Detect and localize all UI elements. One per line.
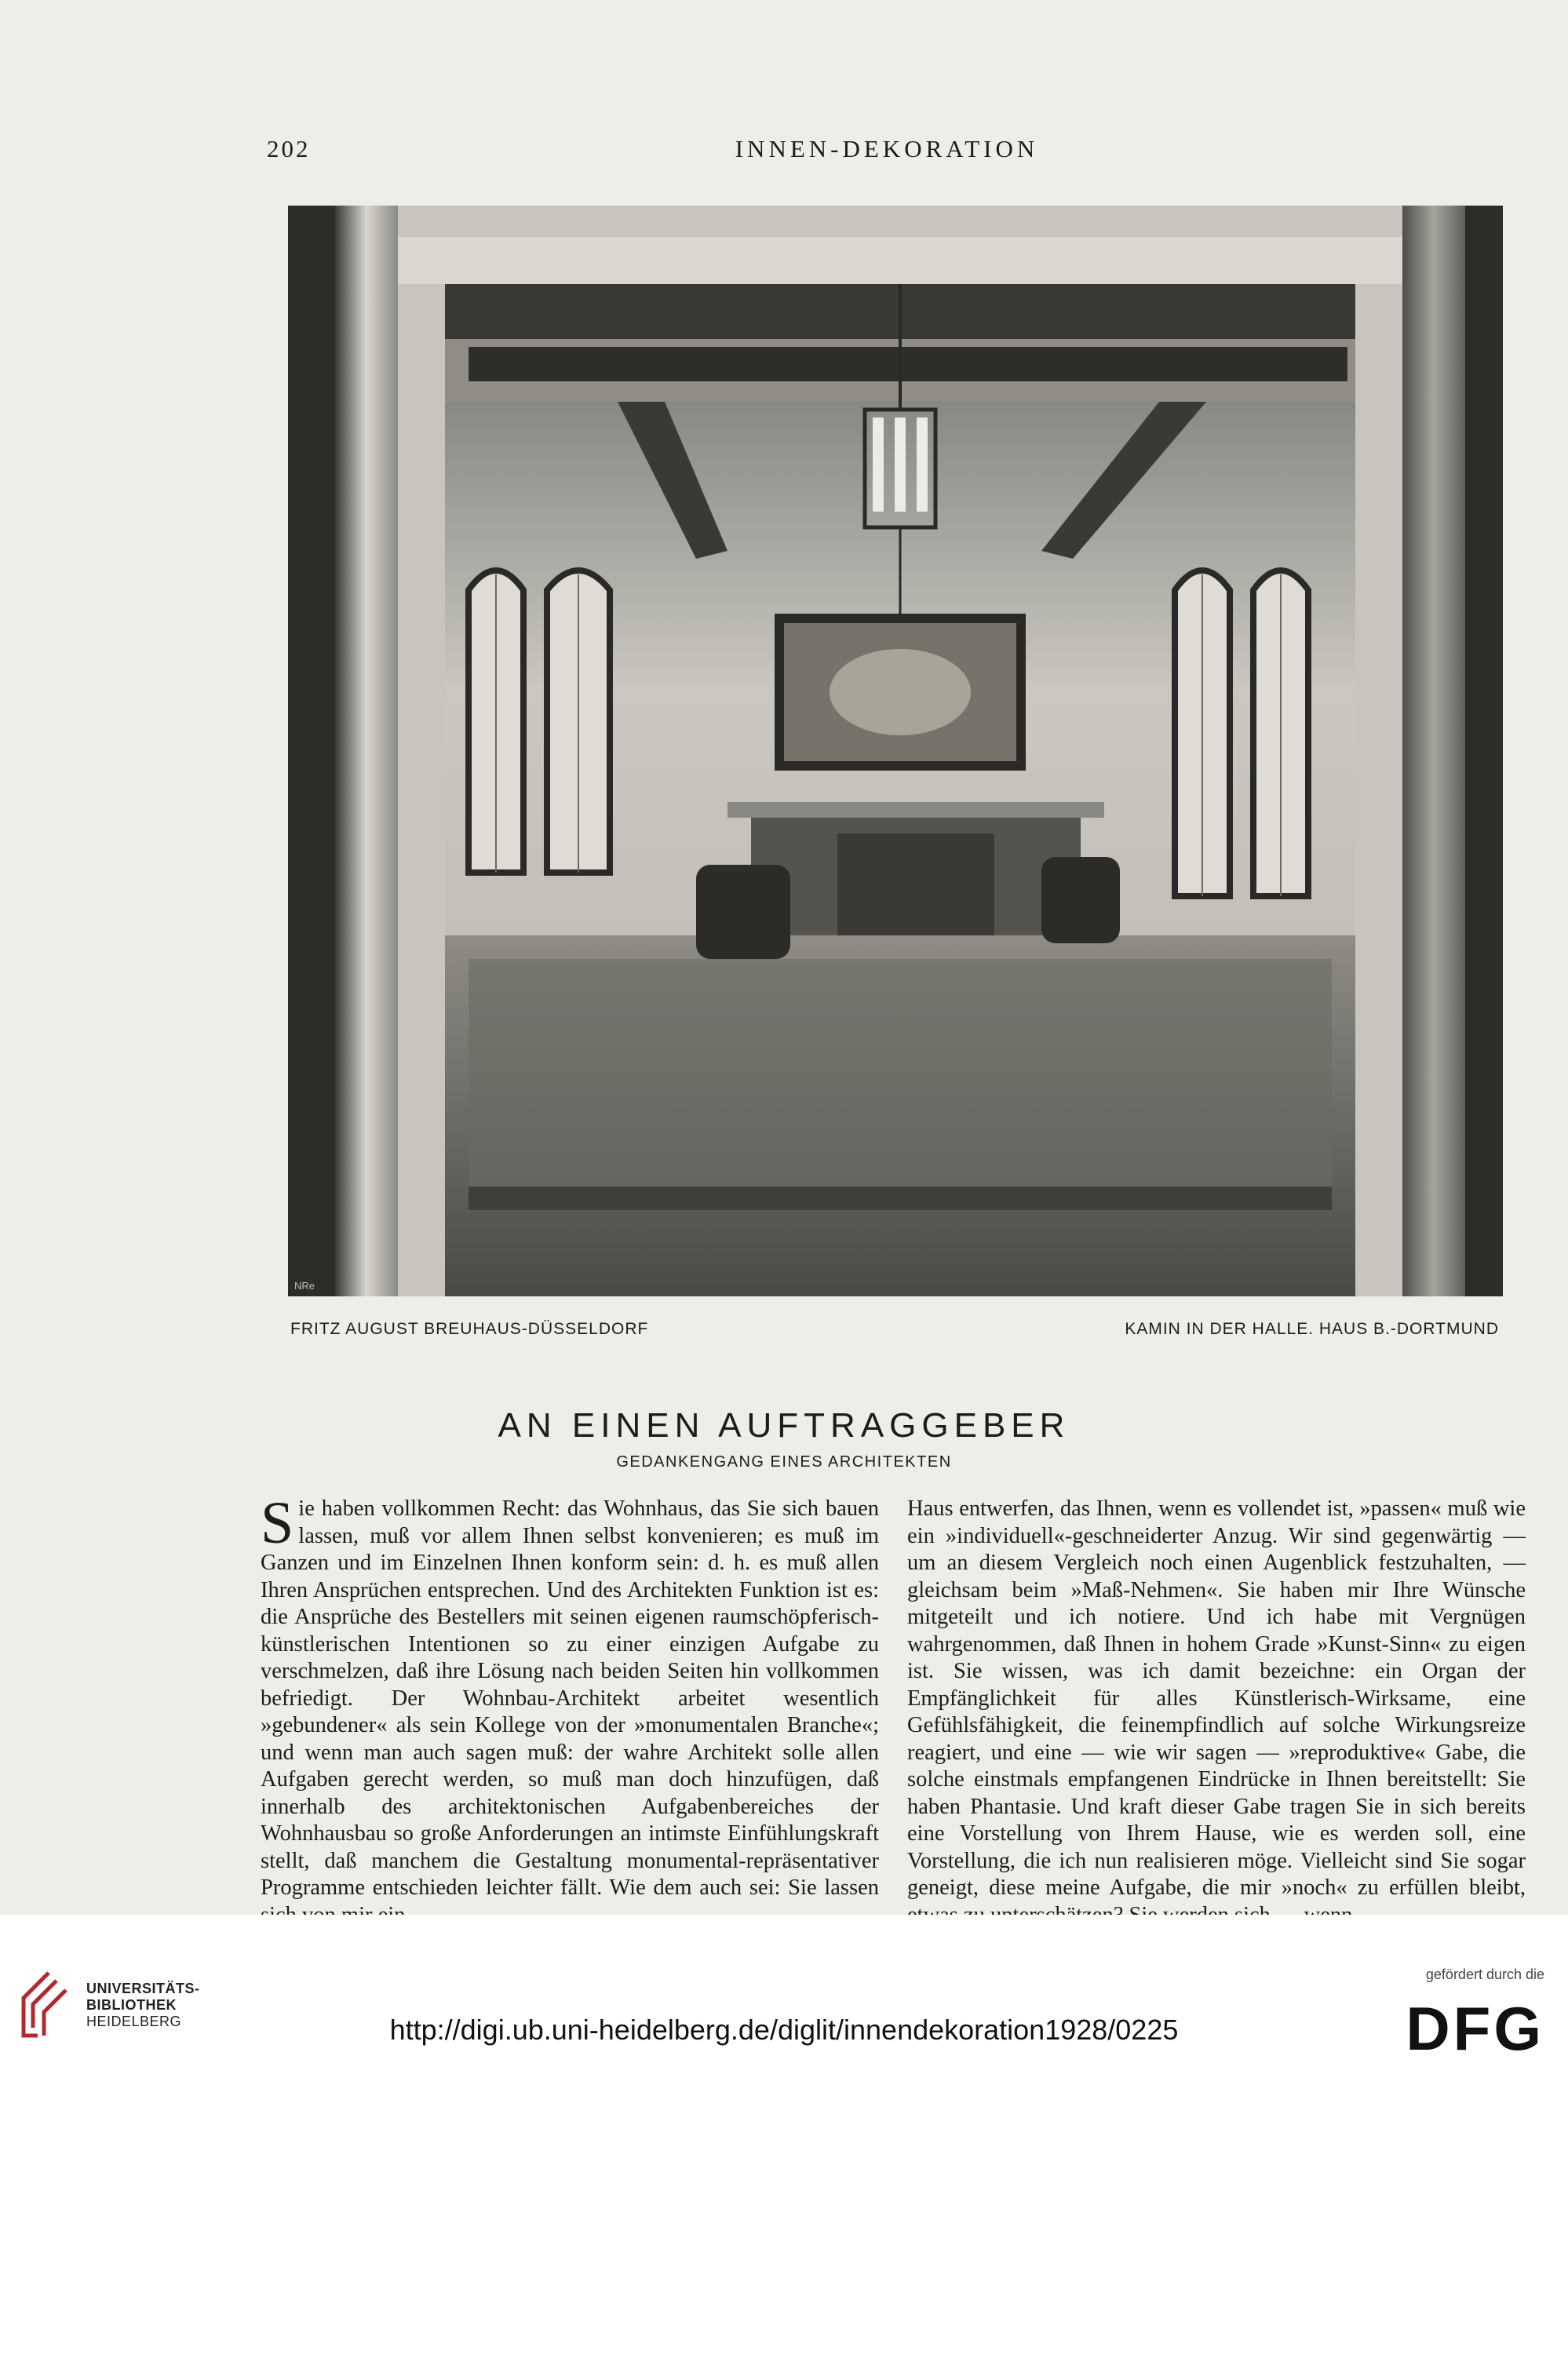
text-column-right (907, 1496, 1526, 1929)
page-header (267, 135, 1507, 166)
footer-banner (0, 1915, 1568, 2373)
funding-label: gefördert durch die (1425, 1967, 1544, 1982)
photo-signature-mark: NRe (294, 1280, 315, 1292)
article-subtitle: GEDANKENGANG EINES ARCHITEKTEN (616, 1453, 952, 1471)
text-column-left (261, 1490, 879, 1929)
running-title: INNEN-DEKORATION (735, 135, 1039, 162)
dropcap: S (261, 1490, 294, 1556)
caption-architect: FRITZ AUGUST BREUHAUS-DÜSSELDORF (290, 1320, 649, 1338)
dfg-logo: DFG (1406, 1994, 1544, 2063)
page-number: 202 (267, 135, 311, 162)
right-column-text: Haus entwerfen, das Ihnen, wenn es vollendet ist, »passen« muß wie ein »individuell«-geschneiderter Anzug. Wir sind gegenwärtig — um an diesem Vergleich noch einen Augenblick festzuhalten, — gleichsam beim »Maß-Nehmen«. Sie haben mir Ihre Wünsche mitgeteilt und ich notiere. Und ich habe mit Vergnügen wahrgenommen, daß Ihnen in hohem Grade »Kunst-Sinn« zu eigen ist. Sie wissen, was ich damit bezeichne: ein Organ der Empfänglichkeit für alles Künstlerisch-Wirksame, eine Gefühlsfähigkeit, die feinempfindlich auf solche Wirkungsreize reagiert, und eine — wie wir sagen — »reproduktive« Gabe, die solche einstmals empfangenen Eindrücke in Ihnen bereitstellt: Sie haben Phantasie. Und kraft dieser Gabe tragen Sie in sich bereits eine Vorstellung von Ihrem Hause, wie es werden soll, eine Vorstellung, die ich nun realisieren möge. Vielleicht sind Sie sogar geneigt, diese meine Aufgabe, die mir »noch« zu erfüllen bleibt, (907, 1496, 1526, 1900)
library-name: UNIVERSITÄTS- BIBLIOTHEK HEIDELBERG (86, 1981, 200, 2029)
interior-photograph (288, 206, 1503, 1296)
left-column-text: ie haben vollkommen Recht: das Wohnhaus, das Sie sich bauen lassen, muß vor allem Ihnen selbst konvenieren; es muß im Ganzen und im Einzelnen Ihnen konform sein: d. h. es muß allen Ihren Ansprüchen entsprechen. Und des Architekten Funktion ist es: die Ansprüche des Bestellers mit seinen eigenen raumschöpferisch-künstlerischen Intentionen so zu einer einzigen Aufgabe zu verschmelzen, daß ihre Lösung nach beiden Seiten hin vollkommen befriedigt. Der Wohnbau-Architekt arbeitet wesentlich »gebundener« als sein Kollege von der »monumentalen Branche«; und wenn man auch sagen muß: der wahre Architekt solle allen Aufgaben gerecht werden, so muß man doch hinzufügen, daß innerhalb des architektonischen Aufgabenbereiches der Wohnhausbau so große Anforderungen an intimste Einfühlungskraft stellt, daß manchem die Gestaltung monumental-repräsentativer Programme entschieden leichter fällt. Wie dem auch sei: Sie lassen (261, 1496, 879, 1900)
article-title: AN EINEN AUFTRAGGEBER (498, 1406, 1070, 1445)
caption-description: KAMIN IN DER HALLE. HAUS B.-DORTMUND (1125, 1320, 1499, 1338)
photo-caption (290, 1320, 1499, 1347)
source-url-link[interactable]: http://digi.ub.uni-heidelberg.de/diglit/innendekoration1928/0225 (389, 2014, 1179, 2046)
